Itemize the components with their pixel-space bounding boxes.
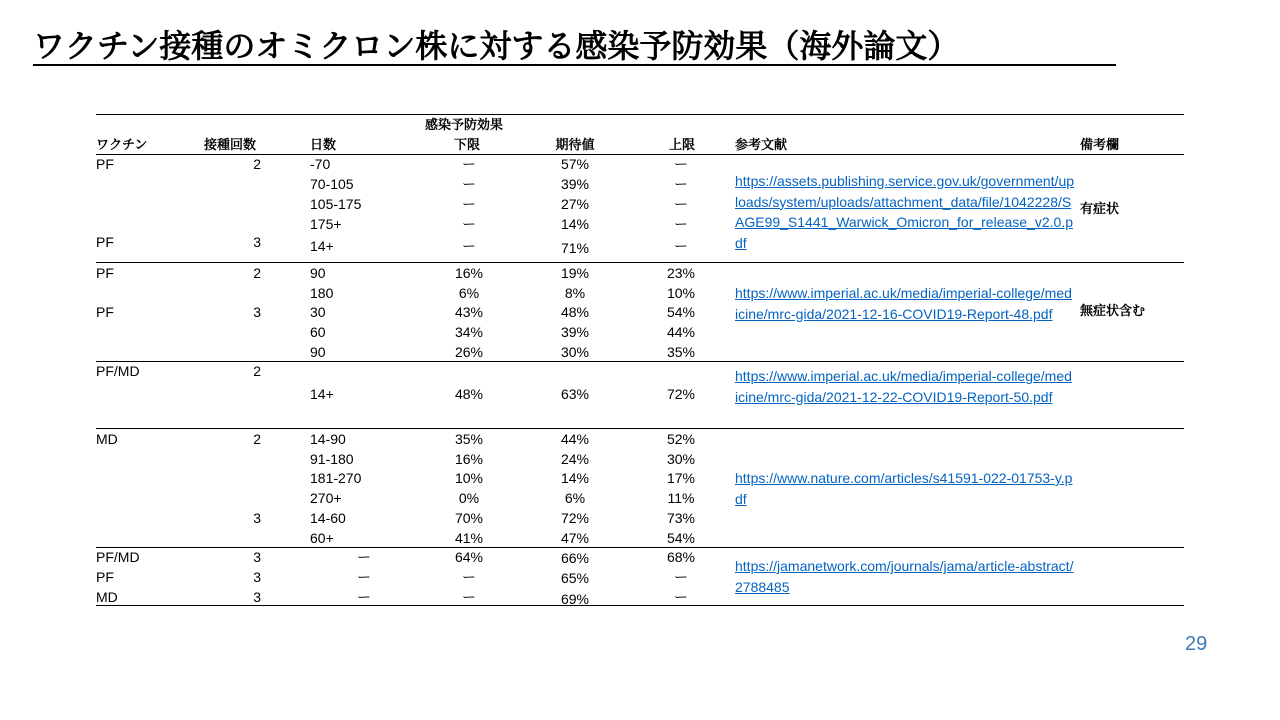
cell-expected: 66%: [560, 550, 590, 566]
cell-lower: 34%: [454, 324, 484, 340]
cell-expected: 27%: [560, 196, 590, 212]
cell-doses: 2: [253, 431, 261, 447]
cell-upper: 30%: [666, 451, 696, 467]
cell-days: 60: [310, 324, 326, 340]
reference-link-nature[interactable]: https://www.nature.com/articles/s41591-022-01753-y.pdf: [735, 470, 1073, 507]
cell-expected: 14%: [560, 216, 590, 232]
header-effect-group: 感染予防効果: [424, 118, 504, 133]
cell-expected: 71%: [560, 240, 590, 256]
cell-days: 180: [310, 285, 334, 301]
vaccine-effect-table: [96, 114, 1184, 606]
cell-upper: 73%: [666, 510, 696, 526]
cell-upper: ー: [674, 569, 688, 585]
cell-days: 90: [310, 344, 326, 360]
cell-lower: 26%: [454, 344, 484, 360]
cell-doses: 3: [253, 549, 261, 565]
cell-expected: 48%: [560, 304, 590, 320]
cell-days: 14+: [310, 386, 334, 402]
cell-days: 14+: [310, 238, 334, 254]
cell-lower: ー: [462, 589, 476, 605]
cell-days: 175+: [310, 216, 342, 232]
cell-upper: 72%: [666, 386, 696, 402]
header-doses: 接種回数: [204, 138, 257, 153]
cell-upper: 35%: [666, 344, 696, 360]
cell-days: ー: [357, 589, 371, 605]
table-bottom-rule: [96, 605, 1184, 606]
cell-upper: ー: [674, 216, 688, 232]
cell-upper: 52%: [666, 431, 696, 447]
cell-expected: 63%: [560, 386, 590, 402]
cell-vaccine: PF: [96, 569, 114, 585]
cell-lower: 16%: [454, 265, 484, 281]
cell-expected: 24%: [560, 451, 590, 467]
cell-days: -70: [310, 156, 331, 172]
cell-lower: ー: [462, 156, 476, 172]
cell-upper: 44%: [666, 324, 696, 340]
page-title: ワクチン接種のオミクロン株に対する感染予防効果（海外論文）: [33, 27, 960, 65]
cell-vaccine: PF/MD: [96, 549, 140, 565]
cell-upper: 54%: [666, 530, 696, 546]
header-upper: 上限: [668, 138, 696, 153]
cell-expected: 14%: [560, 470, 590, 486]
cell-days: ー: [357, 569, 371, 585]
cell-expected: 6%: [564, 490, 586, 506]
reference-link-imperial-48[interactable]: https://www.imperial.ac.uk/media/imperial-college/medicine/mrc-gida/2021-12-16-COVID19-Report-48.pdf: [735, 285, 1072, 322]
cell-lower: 48%: [454, 386, 484, 402]
cell-days: ー: [357, 549, 371, 565]
cell-expected: 19%: [560, 265, 590, 281]
header-days: 日数: [310, 138, 337, 153]
cell-expected: 57%: [560, 156, 590, 172]
cell-days: 91-180: [310, 451, 354, 467]
cell-expected: 30%: [560, 344, 590, 360]
cell-upper: ー: [674, 176, 688, 192]
cell-lower: 0%: [458, 490, 480, 506]
title-underline: [33, 64, 1116, 66]
cell-upper: ー: [674, 156, 688, 172]
cell-expected: 44%: [560, 431, 590, 447]
cell-upper: 11%: [667, 490, 695, 506]
cell-upper: 10%: [666, 285, 696, 301]
cell-days: 30: [310, 304, 326, 320]
header-expected: 期待値: [555, 138, 595, 153]
cell-lower: ー: [462, 238, 476, 254]
cell-upper: 23%: [666, 265, 696, 281]
cell-days: 90: [310, 265, 326, 281]
reference-link-imperial-50[interactable]: https://www.imperial.ac.uk/media/imperial-college/medicine/mrc-gida/2021-12-22-COVID19-Report-50.pdf: [735, 368, 1072, 405]
cell-doses: 2: [253, 265, 261, 281]
cell-lower: ー: [462, 569, 476, 585]
cell-days: 60+: [310, 530, 334, 546]
cell-lower: 41%: [454, 530, 484, 546]
group-rule: [96, 262, 1184, 263]
cell-days: 14-90: [310, 431, 346, 447]
cell-doses: 3: [253, 304, 261, 320]
cell-expected: 72%: [560, 510, 590, 526]
reference-link-jama[interactable]: https://jamanetwork.com/journals/jama/article-abstract/2788485: [735, 558, 1074, 595]
cell-expected: 47%: [560, 530, 590, 546]
cell-days: 14-60: [310, 510, 346, 526]
cell-vaccine: MD: [96, 431, 118, 447]
cell-days: 181-270: [310, 470, 362, 486]
cell-lower: 35%: [454, 431, 484, 447]
cell-doses: 3: [253, 510, 261, 526]
cell-upper: ー: [674, 196, 688, 212]
cell-upper: 17%: [666, 470, 696, 486]
cell-expected: 65%: [560, 570, 590, 586]
cell-vaccine: PF: [96, 304, 114, 320]
page-number: 29: [1185, 633, 1208, 655]
cell-upper: ー: [674, 589, 688, 605]
header-vaccine: ワクチン: [96, 138, 148, 153]
group-rule: [96, 361, 1184, 362]
cell-vaccine: PF: [96, 156, 114, 172]
cell-expected: 69%: [560, 591, 590, 607]
cell-vaccine: PF: [96, 265, 114, 281]
note-symptomatic: 有症状: [1080, 202, 1120, 217]
cell-doses: 3: [253, 589, 261, 605]
cell-days: 105-175: [310, 196, 362, 212]
cell-upper: 68%: [666, 549, 696, 565]
cell-days: 270+: [310, 490, 342, 506]
cell-doses: 2: [253, 156, 261, 172]
note-incl-asymptomatic: 無症状含む: [1080, 304, 1146, 319]
header-lower: 下限: [453, 138, 481, 153]
group-rule: [96, 428, 1184, 429]
cell-lower: ー: [462, 196, 476, 212]
cell-doses: 3: [253, 234, 261, 250]
cell-lower: 64%: [454, 549, 484, 565]
cell-lower: ー: [462, 176, 476, 192]
cell-vaccine: MD: [96, 589, 118, 605]
reference-link-warwick[interactable]: https://assets.publishing.service.gov.uk/government/uploads/system/uploads/attachment_data/file/1042228/SAGE99_S1441_Warwick_Omicron_for_release_v2.0.pdf: [735, 173, 1075, 251]
cell-upper: ー: [674, 238, 688, 254]
cell-expected: 39%: [560, 324, 590, 340]
cell-lower: 70%: [454, 510, 484, 526]
cell-lower: ー: [462, 216, 476, 232]
group-rule: [96, 547, 1184, 548]
cell-vaccine: PF/MD: [96, 363, 140, 379]
table-top-rule: [96, 114, 1184, 115]
header-notes: 備考欄: [1080, 138, 1120, 153]
cell-lower: 16%: [454, 451, 484, 467]
cell-doses: 2: [253, 363, 261, 379]
header-rule: [96, 154, 1184, 155]
cell-expected: 39%: [560, 176, 590, 192]
cell-doses: 3: [253, 569, 261, 585]
cell-lower: 43%: [454, 304, 484, 320]
cell-days: 70-105: [310, 176, 354, 192]
cell-upper: 54%: [666, 304, 696, 320]
cell-lower: 6%: [458, 285, 480, 301]
cell-lower: 10%: [454, 470, 484, 486]
header-reference: 参考文献: [735, 138, 788, 153]
cell-expected: 8%: [564, 285, 586, 301]
cell-vaccine: PF: [96, 234, 114, 250]
